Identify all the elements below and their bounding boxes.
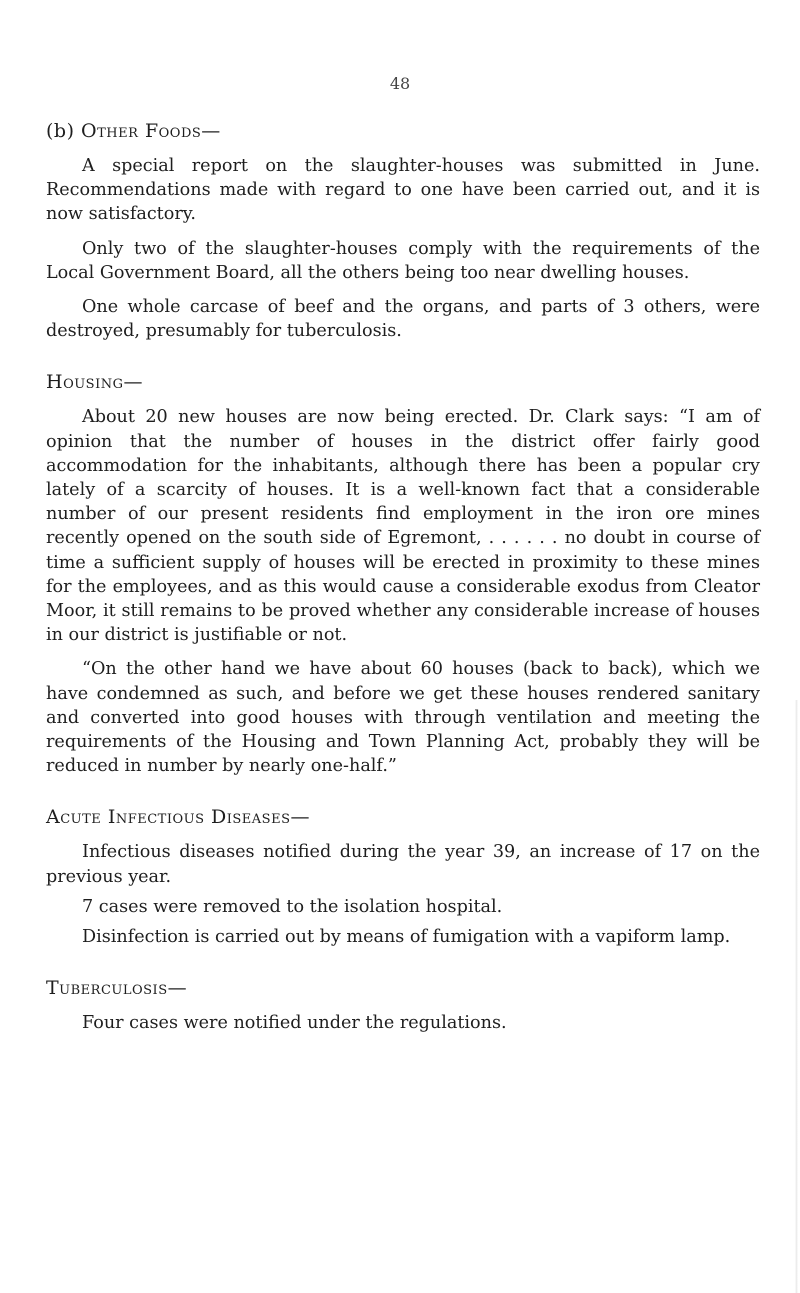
section-acute-infectious-diseases <box>46 804 760 949</box>
paragraph: Disinfection is carried out by means of fumigation with a vapiform lamp. <box>82 927 731 948</box>
paragraph: About 20 new houses are now being erected. Dr. Clark says: “I am of opinion that the number of houses in the district offer fairly good accommodation for the inhabitants, although there has been a popular cry lately of a scarcity of houses. It is a well-known fact that a considerable number of our present residents find employment in the iron ore mines recently opened on the south side of Egremont, . . . . . . no doubt in course of time a sufficient supply of houses will be erected in proximity to these mines for the employees, and as this would cause a considerable exodus from Cleator Moor, it still remains to be proved whether any considerable increase of houses in our district is justifiable or not. <box>46 407 760 646</box>
section-heading: Housing— <box>46 371 143 394</box>
paragraph: Four cases were notified under the regulations. <box>82 1013 507 1034</box>
section-heading: Acute Infectious Diseases— <box>46 806 310 829</box>
paragraph: One whole carcase of beef and the organs, and parts of 3 others, were destroyed, presumably for tuberculosis. <box>46 297 760 342</box>
section-heading: Tuberculosis— <box>46 977 188 1000</box>
heading-prefix: (b) <box>46 120 75 142</box>
paragraph: Infectious diseases notified during the year 39, an increase of 17 on the previous year. <box>46 842 760 887</box>
paragraph: “On the other hand we have about 60 houses (back to back), which we have condemned as such, and before we get these houses rendered sanitary and converted into good houses with through ventilation and meeting the requirements of the Housing and Town Planning Act, probably they will be reduced in number by nearly one-half.” <box>46 659 760 777</box>
section-housing <box>46 369 760 778</box>
paragraph: Only two of the slaughter-houses comply with the requirements of the Local Government Board, all the others being too near dwelling houses. <box>46 238 760 283</box>
page-number: 48 <box>389 74 411 93</box>
heading-text: Other Foods— <box>81 120 221 142</box>
page-body <box>46 118 760 1045</box>
section-tuberculosis <box>46 975 760 1035</box>
paragraph: A special report on the slaughter-houses was submitted in June. Recommendations made with regard to one have been carried out, and it is now satisfactory. <box>46 156 760 225</box>
paragraph: 7 cases were removed to the isolation hospital. <box>82 896 503 917</box>
section-heading <box>46 118 760 144</box>
scan-edge-shadow <box>795 700 798 1293</box>
section-other-foods <box>46 118 760 343</box>
